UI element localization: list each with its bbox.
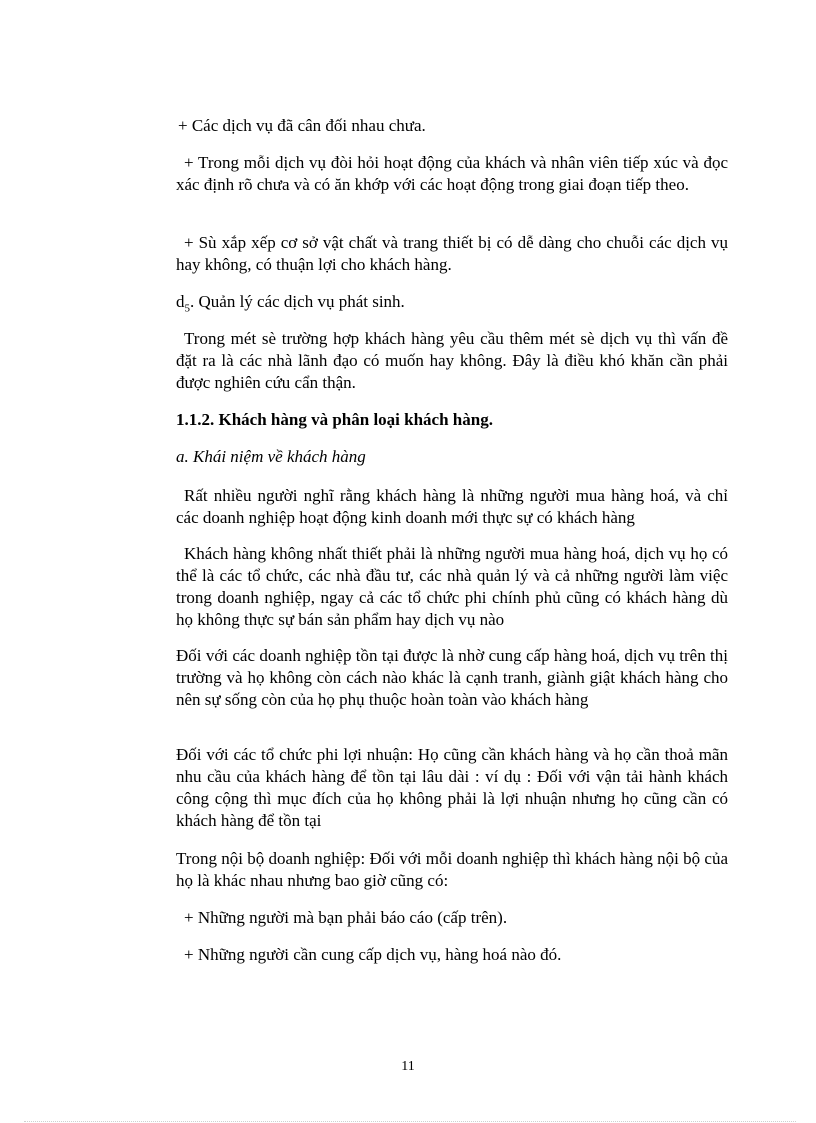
paragraph-nonprofit-customers: Đối với các tổ chức phi lợi nhuận: Họ cũng cần khách hàng và họ cần thoả mãn nhu cầu của khách hàng để tồn tại lâu dài : ví dụ : Đối với vận tải hành khách công cộng thì mục đích của họ không phải là lợi nhuận nhưng họ cũng cần có khách hàng để tồn tại bbox=[176, 745, 728, 830]
paragraph-service-activities: + Trong mỗi dịch vụ đòi hỏi hoạt động của khách và nhân viên tiếp xúc và đọc xác định rõ chưa và có ăn khớp với các hoạt động trong giai đoạn tiếp theo. bbox=[176, 153, 728, 194]
paragraph-customer-belief: Rất nhiều người nghĩ rằng khách hàng là những người mua hàng hoá, và chỉ các doanh nghiệp hoạt động kinh doanh mới thực sự có khách hàng bbox=[176, 486, 728, 527]
section-d5-subscript: 5 bbox=[184, 302, 190, 315]
paragraph-facilities-arrangement: + Sù xắp xếp cơ sở vật chất và trang thiết bị có dễ dàng cho chuỗi các dịch vụ hay không, có thuận lợi cho khách hàng. bbox=[176, 233, 728, 274]
paragraph-internal-customers: Trong nội bộ doanh nghiệp: Đối với mỗi doanh nghiệp thì khách hàng nội bộ của họ là khác nhau nhưng bao giờ cũng có: bbox=[176, 849, 728, 890]
footer-divider bbox=[24, 1121, 796, 1122]
page-number: 11 bbox=[401, 1059, 415, 1074]
list-item-service-recipients: + Những người cần cung cấp dịch vụ, hàng hoá nào đó. bbox=[184, 945, 562, 964]
section-d5-text: . Quản lý các dịch vụ phát sinh. bbox=[190, 292, 405, 311]
paragraph-additional-services: Trong mét sè trường hợp khách hàng yêu cầu thêm mét sè dịch vụ thì vấn đề đặt ra là các nhà lãnh đạo có muốn hay không. Đây là điều khó khăn cần phải được nghiên cứu cẩn thận. bbox=[176, 329, 728, 392]
section-d5-title bbox=[176, 291, 405, 313]
section-heading-customers: 1.1.2. Khách hàng và phân loại khách hàng. bbox=[176, 410, 493, 429]
section-d5-letter: d bbox=[176, 292, 185, 311]
paragraph-business-customers: Đối với các doanh nghiệp tồn tại được là nhờ cung cấp hàng hoá, dịch vụ trên thị trường và họ không còn cách nào khác là cạnh tranh, giành giật khách hàng cho nên sự sống còn của họ phụ thuộc hoàn toàn vào khách hàng bbox=[176, 646, 728, 709]
list-item-superiors: + Những người mà bạn phải báo cáo (cấp trên). bbox=[184, 908, 508, 927]
paragraph-customer-definition: Khách hàng không nhất thiết phải là những người mua hàng hoá, dịch vụ họ có thể là các tổ chức, các nhà đầu tư, các nhà quản lý và cả những người làm việc trong doanh nghiệp, ngay cả các tổ chức phi chính phủ cũng có khách hàng dù họ không thực sự bán sản phẩm hay dịch vụ nào bbox=[176, 544, 728, 629]
subsection-heading-customer-concept: a. Khái niệm về khách hàng bbox=[176, 447, 366, 466]
paragraph-services-balanced: + Các dịch vụ đã cân đối nhau chưa. bbox=[178, 116, 426, 135]
